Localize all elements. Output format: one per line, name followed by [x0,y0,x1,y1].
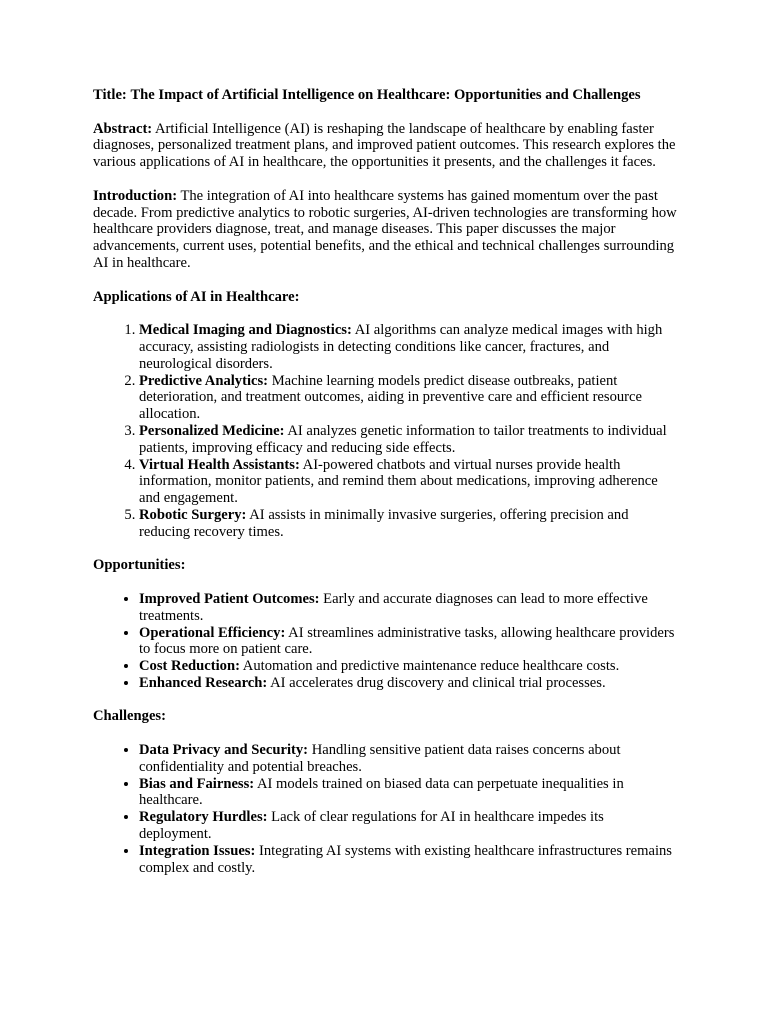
item-text: Automation and predictive maintenance reduce healthcare costs. [242,658,620,675]
item-term: Personalized Medicine: [139,422,285,439]
title-text: The Impact of Artificial Intelligence on Healthcare: Opportunities and Challenges [130,87,641,103]
item-term: Cost Reduction: [139,658,240,675]
item-text: AI accelerates drug discovery and clinical trial processes. [270,674,606,691]
opportunities-heading: Opportunities: [93,557,186,574]
item-term: Improved Patient Outcomes: [139,590,320,607]
list-item [139,322,678,372]
item-term: Robotic Surgery: [139,506,247,523]
item-text: AI streamlines administrative tasks, allowing healthcare providers to focus more on patient care. [139,624,675,658]
item-term: Medical Imaging and Diagnostics: [139,322,352,339]
title-label: Title: [93,87,127,103]
list-item [139,591,678,625]
item-term: Predictive Analytics: [139,372,269,389]
list-item [139,776,678,810]
item-text: Early and accurate diagnoses can lead to more effective treatments. [139,590,648,624]
list-item [139,658,678,675]
list-item [139,742,678,776]
item-text: AI analyzes genetic information to tailor treatments to individual patients, improving efficacy and reducing side effects. [139,422,667,456]
introduction-paragraph [93,188,678,272]
item-term: Data Privacy and Security: [139,742,309,759]
item-text: AI assists in minimally invasive surgeries, offering precision and reducing recovery times. [139,506,629,540]
item-term: Bias and Fairness: [139,775,255,792]
list-item [139,457,678,507]
introduction-text: The integration of AI into healthcare systems has gained momentum over the past decade. From predictive analytics to robotic surgeries, AI-driven technologies are transforming how healthcare providers diagnose, treat, and manage diseases. This paper discusses the major advancements, current uses, potential benefits, and the ethical and technical challenges surrounding AI in healthcare. [93,187,677,271]
list-item [139,625,678,659]
abstract-text: Artificial Intelligence (AI) is reshaping the landscape of healthcare by enabling faster diagnoses, personalized treatment plans, and improved patient outcomes. This research explores the various applications of AI in healthcare, the opportunities it presents, and the challenges it faces. [93,120,676,171]
item-term: Enhanced Research: [139,674,268,691]
challenges-list [93,742,678,876]
applications-heading: Applications of AI in Healthcare: [93,288,300,305]
item-term: Integration Issues: [139,842,256,859]
applications-list [93,322,678,540]
list-item [139,423,678,457]
abstract-paragraph [93,121,678,171]
list-item [139,675,678,692]
item-text: Machine learning models predict disease outbreaks, patient deterioration, and treatment outcomes, aiding in preventive care and efficient resource allocation. [139,372,642,423]
item-term: Virtual Health Assistants: [139,456,300,473]
abstract-label: Abstract: [93,120,153,137]
item-text: Lack of clear regulations for AI in healthcare impedes its deployment. [139,809,604,843]
item-term: Regulatory Hurdles: [139,809,268,826]
item-text: Integrating AI systems with existing healthcare infrastructures remains complex and costly. [139,842,672,876]
document-page [93,87,678,893]
item-text: Handling sensitive patient data raises concerns about confidentiality and potential breaches. [139,742,621,775]
list-item [139,373,678,423]
list-item [139,843,678,877]
item-text: AI models trained on biased data can perpetuate inequalities in healthcare. [139,775,624,809]
list-item [139,809,678,843]
opportunities-list [93,591,678,692]
challenges-heading: Challenges: [93,708,166,725]
introduction-label: Introduction: [93,187,178,204]
document-title [93,87,678,104]
list-item [139,507,678,541]
item-term: Operational Efficiency: [139,624,286,641]
item-text: AI-powered chatbots and virtual nurses provide health information, monitor patients, and remind them about medications, improving adherence and engagement. [139,456,658,507]
item-text: AI algorithms can analyze medical images with high accuracy, assisting radiologists in detecting conditions like cancer, fractures, and neurological disorders. [139,322,663,372]
